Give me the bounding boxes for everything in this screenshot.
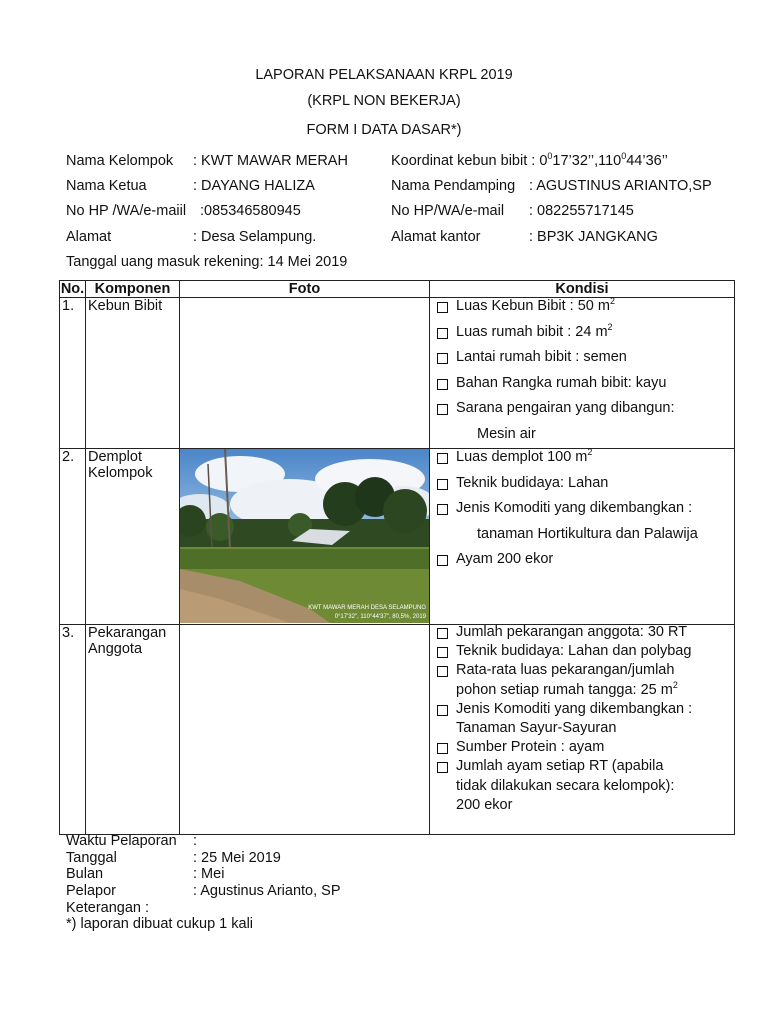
nama-ketua-label: Nama Ketua [66,178,147,194]
list-item: Jumlah ayam setiap RT (apabila tidak dilakukan secara kelompok): 200 ekor [456,757,734,815]
list-item: Teknik budidaya: Lahan dan polybag [456,642,734,661]
nama-kelompok-label: Nama Kelompok [66,153,174,169]
row-kondisi [430,298,735,449]
keterangan-label: Keterangan : [66,900,150,916]
list-item: Rata-rata luas pekarangan/jumlah pohon setiap rumah tangga: 25 $m^2$ [456,661,734,699]
tanggal-value: : 25 Mei 2019 [193,850,281,866]
tanggal-uang-masuk: Tanggal uang masuk rekening: 14 Mei 2019 [66,254,348,270]
list-item: Jenis Komoditi yang dikembangkan : Tanaman Sayur-Sayuran [456,700,734,738]
list-item: Luas rumah bibit : 24 $m^2$ [456,320,734,346]
nama-pendamping-value: : AGUSTINUS ARIANTO,SP [529,178,712,194]
list-item: Sarana pengairan yang dibangun: [456,396,734,422]
form-title: FORM I DATA DASAR*) [306,122,462,138]
photo-caption-line1: KWT MAWAR MERAH DESA SELAMPUNG [308,605,426,611]
alamat-kantor-label: Alamat kantor [391,229,481,245]
list-item: Teknik budidaya: Lahan [456,471,734,497]
list-item: Jumlah pekarangan anggota: 30 RT [456,623,734,642]
table-row [60,449,735,625]
row-no: 1. [60,298,86,449]
alamat-label: Alamat [66,229,112,245]
row-kondisi [430,449,735,625]
row-no: 2. [60,449,86,625]
nohp-pendamping-value: : 082255717145 [529,203,634,219]
list-item-continuation: tanaman Hortikultura dan Palawija [477,525,698,542]
list-item: Jenis Komoditi yang dikembangkan : [456,496,734,522]
table-row [60,625,735,835]
list-item: Ayam 200 ekor [456,547,734,573]
nama-ketua-value: : DAYANG HALIZA [193,178,315,194]
row-no: 3. [60,625,86,835]
list-item: Luas demplot 100 $m^2$ [456,445,734,471]
list-item: Lantai rumah bibit : semen [456,345,734,371]
nohp-label: No HP /WA/e-maiil [66,203,187,219]
alamat-value: : Desa Selampung. [193,229,317,245]
row-foto-empty [180,625,430,835]
tanggal-label: Tanggal [66,850,117,866]
list-item: Sumber Protein : ayam [456,738,734,757]
list-item-continuation: Mesin air [477,425,536,442]
nohp-pendamping-label: No HP/WA/e-mail [391,203,505,219]
row-komponen: Kebun Bibit [86,298,180,449]
header-komponen: Komponen [86,281,180,298]
row-foto [180,449,430,625]
row-komponen: Pekarangan Anggota [86,625,180,835]
nama-kelompok-value: : KWT MAWAR MERAH [193,153,348,169]
bulan-value: : Mei [193,866,225,882]
header-no: No. [60,281,85,297]
kondisi-table [59,280,735,835]
pelapor-label: Pelapor [66,883,116,899]
row-komponen: Demplot Kelompok [86,449,180,625]
footnote: *) laporan dibuat cukup 1 kali [66,916,254,932]
waktu-pelaporan-value: : [193,833,198,849]
row-foto-empty [180,298,430,449]
list-item: Bahan Rangka rumah bibit: kayu [456,371,734,397]
report-title: LAPORAN PELAKSANAAN KRPL 2019 [255,67,513,83]
bulan-label: Bulan [66,866,104,882]
header-kondisi: Kondisi [430,281,735,298]
header-foto: Foto [180,281,430,298]
waktu-pelaporan-label: Waktu Pelaporan [66,833,177,849]
nohp-value: :085346580945 [200,203,301,219]
demplot-photo [180,449,429,623]
pelapor-value: : Agustinus Arianto, SP [193,883,341,899]
nama-pendamping-label: Nama Pendamping [391,178,516,194]
alamat-kantor-value: : BP3K JANGKANG [529,229,658,245]
koordinat-kebun-bibit: Koordinat kebun bibit : $0^017’32’’,110^044’36$’’ [391,151,668,169]
list-item: Luas Kebun Bibit : 50 $m^2$ [456,294,734,320]
photo-caption-line2: 0°17'32", 110°44'37", 80,5%, 2019 [334,614,426,620]
report-subtitle: (KRPL NON BEKERJA) [307,93,461,109]
row-kondisi [430,625,735,835]
table-row [60,298,735,449]
